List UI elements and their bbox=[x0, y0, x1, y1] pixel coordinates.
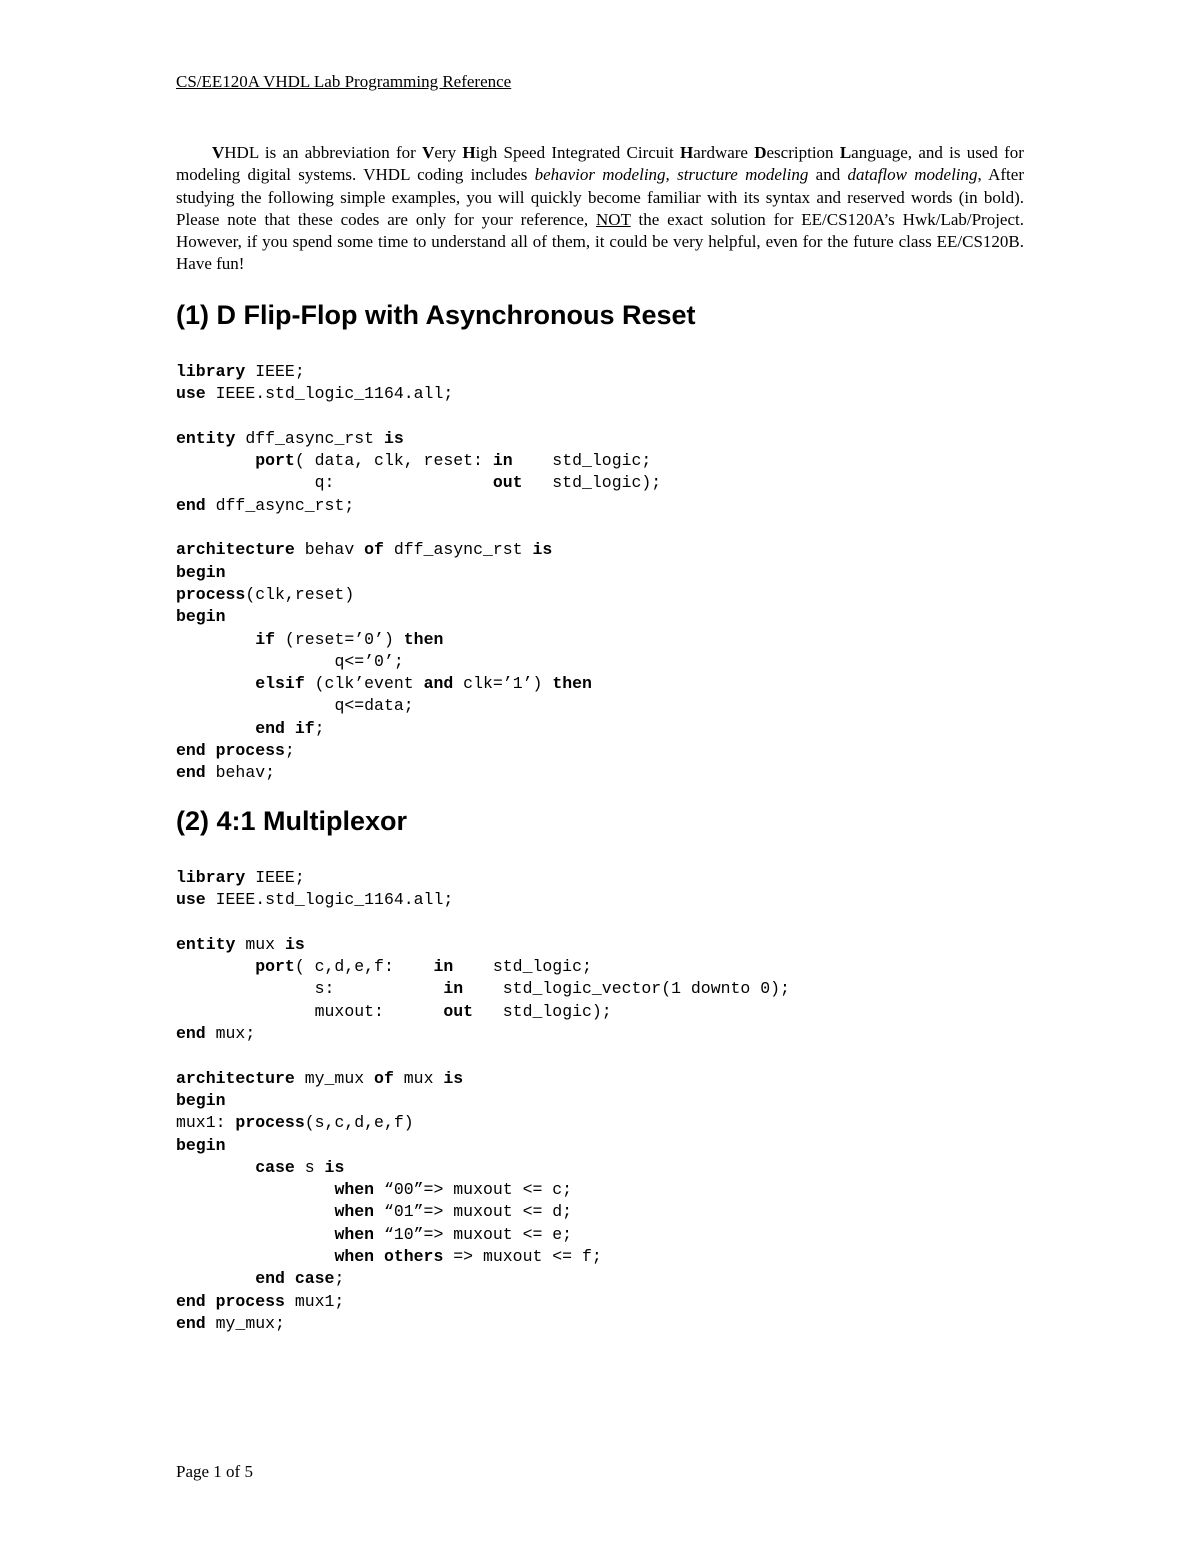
code-keyword: end bbox=[176, 495, 206, 515]
code-text: (s,c,d,e,f) bbox=[304, 1113, 414, 1133]
code-text: ; bbox=[314, 718, 325, 738]
code-text: s bbox=[294, 1157, 325, 1177]
section-heading-mux: (2) 4:1 Multiplexor bbox=[176, 806, 408, 836]
code-keyword: entity bbox=[176, 428, 236, 448]
code-keyword: of bbox=[374, 1068, 394, 1088]
code-text: IEEE.std_logic_1164.all; bbox=[215, 890, 454, 910]
code-keyword: begin bbox=[176, 562, 226, 582]
page-header: CS/EE120A VHDL Lab Programming Reference bbox=[176, 72, 512, 91]
code-keyword: end bbox=[176, 763, 206, 783]
code-keyword: port bbox=[255, 451, 295, 471]
code-text: mux bbox=[235, 934, 285, 954]
code-keyword: is bbox=[532, 540, 553, 560]
code-keyword: is bbox=[324, 1157, 345, 1177]
intro-bold-letter: L bbox=[839, 143, 852, 162]
code-text: IEEE; bbox=[255, 868, 305, 887]
code-keyword: end bbox=[176, 1024, 206, 1044]
code-text: => muxout <= f; bbox=[453, 1247, 602, 1267]
code-keyword: out bbox=[443, 1001, 474, 1021]
section-heading-dff: (1) D Flip-Flop with Asynchronous Reset bbox=[176, 300, 696, 330]
code-keyword: is bbox=[443, 1068, 464, 1088]
code-text: q<=’0’; bbox=[334, 651, 404, 671]
intro-text: , After studying the following simple examples, you will quickly become familiar with its syntax and reserved words (in bold). Please note that these codes are only for your reference, bbox=[176, 165, 1024, 229]
code-keyword: when others bbox=[334, 1247, 444, 1267]
code-keyword: process bbox=[176, 584, 246, 604]
intro-bold-letter: H bbox=[462, 143, 476, 162]
code-keyword: of bbox=[364, 540, 384, 560]
code-keyword: library bbox=[176, 868, 246, 887]
code-keyword: architecture bbox=[176, 1068, 295, 1088]
code-block-mux bbox=[176, 867, 790, 1335]
code-text: clk=’1’) bbox=[453, 674, 553, 694]
intro-text: anguage, and is used for modeling digital systems. VHDL coding includes bbox=[176, 143, 1024, 185]
code-text: dff_async_rst bbox=[235, 428, 384, 448]
code-keyword: use bbox=[176, 384, 206, 404]
intro-text: the exact solution for EE/CS120A’s Hwk/Lab/Project. However, if you spend some time to understand all of them, it could be very helpful, even for the future class EE/CS120B. Have fun! bbox=[176, 209, 1024, 274]
code-keyword: end bbox=[176, 1313, 206, 1333]
code-text: std_logic_vector(1 downto 0); muxout: bbox=[314, 979, 790, 1021]
code-keyword: in bbox=[492, 451, 513, 471]
code-text: q<=data; bbox=[334, 696, 414, 716]
intro-text: and bbox=[808, 165, 848, 185]
code-text: (clk’event bbox=[304, 674, 424, 694]
code-text: my_mux; bbox=[205, 1313, 285, 1333]
code-keyword: in bbox=[433, 957, 454, 977]
intro-text: escription bbox=[766, 143, 840, 162]
intro-underlined-text: NOT bbox=[596, 209, 631, 229]
intro-bold-letter: V bbox=[212, 143, 225, 162]
code-text: std_logic; q: bbox=[314, 451, 652, 493]
code-keyword: end process bbox=[176, 741, 285, 761]
code-keyword: begin bbox=[176, 1135, 226, 1155]
code-keyword: when bbox=[334, 1224, 375, 1244]
code-text: mux; bbox=[215, 1024, 256, 1044]
code-keyword: architecture bbox=[176, 540, 295, 560]
intro-bold-letter: D bbox=[754, 143, 767, 162]
code-keyword: end process bbox=[176, 1291, 285, 1311]
code-text: my_mux bbox=[294, 1068, 375, 1088]
code-text: “01”=> muxout <= d; bbox=[383, 1202, 573, 1222]
code-text: mux bbox=[393, 1068, 444, 1088]
code-keyword: and bbox=[423, 674, 454, 694]
intro-paragraph bbox=[176, 142, 1024, 276]
code-text: ( c,d,e,f: bbox=[294, 957, 434, 977]
page-footer: Page 1 of 5 bbox=[176, 1462, 253, 1481]
intro-text: igh Speed Integrated Circuit bbox=[475, 143, 680, 162]
code-text: “10”=> muxout <= e; bbox=[383, 1224, 573, 1244]
code-keyword: begin bbox=[176, 1090, 226, 1110]
code-text bbox=[176, 1158, 255, 1177]
intro-bold-letter: H bbox=[680, 143, 694, 162]
intro-text: HDL is an abbreviation for bbox=[224, 143, 423, 162]
code-keyword: is bbox=[383, 428, 404, 448]
code-keyword: when bbox=[334, 1202, 375, 1222]
code-keyword: entity bbox=[176, 934, 236, 954]
code-keyword: end case bbox=[255, 1269, 335, 1289]
code-keyword: out bbox=[492, 473, 523, 493]
code-text: “00”=> muxout <= c; bbox=[383, 1180, 573, 1200]
code-text: (clk,reset) bbox=[245, 584, 355, 604]
code-keyword: then bbox=[403, 629, 444, 649]
code-text bbox=[176, 451, 255, 470]
code-text: (reset=’0’) bbox=[275, 629, 404, 649]
intro-italic-text: behavior modeling, structure modeling bbox=[534, 165, 809, 185]
code-text bbox=[176, 957, 255, 976]
code-keyword: end if bbox=[255, 718, 315, 738]
code-block-dff bbox=[176, 361, 661, 785]
code-text: std_logic); bbox=[552, 473, 662, 493]
code-keyword: is bbox=[284, 934, 305, 954]
intro-text: ardware bbox=[693, 143, 755, 162]
intro-text: ery bbox=[434, 143, 463, 162]
code-keyword: elsif bbox=[255, 674, 305, 694]
code-text: ; bbox=[334, 1269, 345, 1289]
code-keyword: port bbox=[255, 957, 295, 977]
code-text: ; bbox=[284, 741, 295, 761]
code-text: behav; bbox=[205, 763, 276, 783]
code-text: ( data, clk, reset: bbox=[294, 451, 493, 471]
intro-italic-text: dataflow modeling bbox=[847, 165, 978, 185]
code-keyword: use bbox=[176, 890, 206, 910]
code-keyword: library bbox=[176, 362, 246, 381]
code-keyword: begin bbox=[176, 607, 226, 627]
code-text: mux1; bbox=[294, 1291, 345, 1311]
code-text: std_logic); bbox=[502, 1001, 612, 1021]
code-keyword: case bbox=[255, 1157, 295, 1177]
code-text: dff_async_rst; bbox=[215, 495, 355, 515]
intro-bold-letter: V bbox=[422, 143, 435, 162]
code-keyword: if bbox=[255, 629, 276, 649]
code-text: std_logic; s: bbox=[314, 957, 592, 999]
code-text: dff_async_rst bbox=[383, 540, 533, 560]
code-text bbox=[176, 1180, 334, 1199]
code-text: IEEE.std_logic_1164.all; bbox=[215, 384, 454, 404]
code-text: mux1: bbox=[176, 1113, 236, 1133]
code-text: IEEE; bbox=[255, 362, 305, 381]
code-keyword: in bbox=[443, 979, 464, 999]
code-keyword: then bbox=[552, 674, 592, 694]
code-keyword: process bbox=[235, 1113, 305, 1133]
code-text: behav bbox=[294, 540, 365, 560]
code-text bbox=[176, 630, 255, 649]
code-keyword: when bbox=[334, 1180, 375, 1200]
